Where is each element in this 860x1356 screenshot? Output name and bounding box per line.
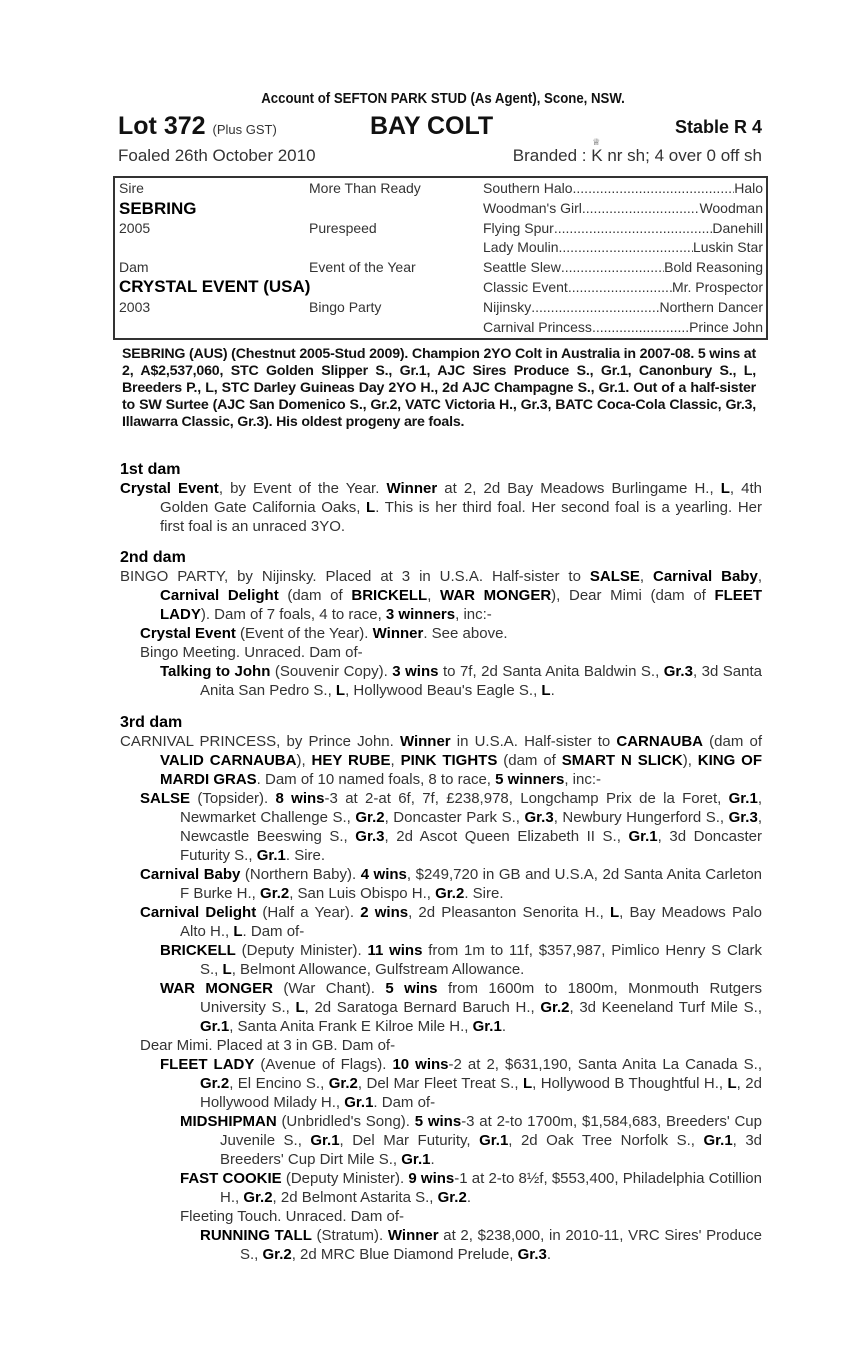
bold-text: Winner (387, 1227, 439, 1244)
bold-text: Gr.1 (344, 1094, 374, 1111)
ancestor-name: Seattle Slew (483, 259, 561, 276)
dam-year: 2003 (119, 299, 151, 315)
bold-text: L (720, 480, 730, 497)
ancestor-sire: Woodman (699, 199, 763, 216)
pedigree-entry (120, 979, 762, 1036)
text: (Unbridled's Song). (276, 1113, 415, 1130)
ancestor-row (483, 220, 763, 236)
text: (Half a Year). (256, 904, 361, 921)
text: (dam of (278, 587, 352, 604)
text: , Doncaster Park S., (384, 809, 525, 826)
dam-sire: Event of the Year (309, 259, 416, 275)
ancestor-sire: Danehill (712, 219, 763, 236)
brand-mark (591, 137, 603, 166)
bold-text: 5 wins (385, 980, 438, 997)
text: . (546, 1246, 551, 1263)
text: , 2d Oak Tree Norfolk S., (508, 1132, 704, 1149)
leader-dots (592, 319, 689, 335)
bold-text: Gr.2 (243, 1189, 273, 1206)
text: , Hollywood B Thoughtful H., (532, 1075, 728, 1092)
dam-label: Dam (119, 259, 149, 275)
text: at 2, 2d Bay Meadows Burlingame H., (437, 480, 721, 497)
pedigree-entry (120, 789, 762, 865)
bold-text: Crystal Event (140, 625, 236, 642)
bold-text: L (522, 1075, 533, 1092)
bold-text: 5 wins (414, 1113, 462, 1130)
ancestor-name: Southern Halo (483, 180, 573, 196)
text: , (757, 568, 762, 585)
sire-dam: Purespeed (309, 220, 377, 236)
text: , Del Mar Futurity, (339, 1132, 480, 1149)
stable-location: Stable R 4 (674, 117, 762, 137)
bold-text: 9 wins (408, 1170, 455, 1187)
sire-summary: SEBRING (AUS) (Chestnut 2005-Stud 2009). Champion 2YO Colt in Australia in 2007-08. 5 wins at 2, A$2,537,060, STC Golden Slipper S., Gr.1, AJC Sires Produce S., Gr.1, Canonbury S., L, Breeders P., L, STC Darley Guineas Day 2YO H., 2d AJC Champagne S., Gr.1. Out of a half-sister to SW Surtee (AJC San Domenico S., Gr.2, VATC Victoria H., Gr.3, BATC Coca-Cola Classic, Gr.3, Illawarra Classic, Gr.3). His oldest progeny are foals. (122, 346, 756, 430)
leader-dots (582, 200, 700, 216)
text: , 3d Santa Anita San Pedro S., (200, 663, 762, 699)
dam-name: CRYSTAL EVENT (USA) (119, 277, 311, 296)
ancestor-name: Nijinsky (483, 298, 532, 315)
branded-label: Branded : (512, 146, 587, 165)
bold-text: Gr.1 (479, 1132, 509, 1149)
ancestor-sire: Luskin Star (692, 239, 763, 256)
bold-text: BRICKELL (160, 942, 236, 959)
text: (War Chant). (272, 980, 386, 997)
text: (Avenue of Flags). (254, 1056, 393, 1073)
ancestor-sire: Halo (734, 180, 763, 196)
text: -3 at 2-at 6f, 7f, £238,978, Longchamp Prix de la Foret, (324, 790, 729, 807)
pedigree-entry (120, 1036, 762, 1055)
sire-sire: More Than Ready (309, 180, 421, 196)
ancestor-name: Woodman's Girl (483, 199, 582, 216)
ancestor-row (483, 319, 763, 335)
bold-text: Talking to John (160, 663, 271, 680)
bold-text: Gr.3 (517, 1246, 547, 1263)
bold-text: Gr.2 (328, 1075, 358, 1092)
text: (Stratum). (311, 1227, 388, 1244)
text: , 4th Golden Gate California Oaks, (160, 480, 763, 516)
pedigree-entry (120, 479, 762, 536)
text: , Bay Meadows Palo Alto H., (180, 904, 762, 940)
bold-text: KING OF MARDI GRAS (160, 752, 763, 788)
text: (Souvenir Copy). (270, 663, 393, 680)
text: , (427, 587, 441, 604)
brand-info (512, 137, 762, 166)
bold-text: Winner (399, 733, 451, 750)
bold-text: L (335, 682, 346, 699)
pedigree-entry (120, 567, 762, 624)
bold-text: Gr.3 (728, 809, 758, 826)
pedigree-entry (120, 1169, 762, 1207)
ancestor-name: Carnival Princess (483, 318, 592, 335)
bold-text: FLEET LADY (160, 587, 762, 623)
pedigree-entry (120, 732, 762, 789)
crown-icon: ♕ (592, 137, 601, 147)
dam-section (120, 460, 762, 536)
sire-year: 2005 (119, 220, 151, 236)
section-heading: 3rd dam (120, 714, 183, 731)
text: BINGO PARTY, by Nijinsky. Placed at 3 in U.S.A. Half-sister to (120, 568, 590, 585)
bold-text: HEY RUBE (311, 752, 391, 769)
text: , Santa Anita Frank E Kilroe Mile H., (229, 1018, 473, 1035)
bold-text: PINK TIGHTS (400, 752, 498, 769)
brand-letter: K (591, 146, 603, 165)
ancestor-row (483, 279, 763, 295)
text: ), Dear Mimi (dam of (551, 587, 715, 604)
text: , 2d Pleasanton Senorita H., (408, 904, 610, 921)
bold-text: Crystal Event (120, 480, 219, 497)
bold-text: 4 wins (360, 866, 407, 883)
bold-text: MIDSHIPMAN (180, 1113, 277, 1130)
bold-text: Gr.1 (401, 1151, 431, 1168)
bold-text: Gr.1 (472, 1018, 502, 1035)
bold-text: Gr.1 (256, 847, 286, 864)
text: , 2d MRC Blue Diamond Prelude, (291, 1246, 518, 1263)
bold-text: Carnival Baby (653, 568, 758, 585)
ancestor-name: Flying Spur (483, 219, 554, 236)
bold-text: L (727, 1075, 737, 1092)
ancestor-name: Lady Moulin (483, 239, 559, 256)
text: , 2d Belmont Astarita S., (272, 1189, 438, 1206)
horse-description: BAY COLT (370, 112, 494, 140)
pedigree-entry (120, 903, 762, 941)
ancestor-sire: Northern Dancer (659, 298, 763, 315)
bold-text: L (233, 923, 243, 940)
bold-text: Winner (372, 625, 424, 642)
text: . Dam of- (242, 923, 305, 940)
branded-rest: nr sh; 4 over 0 off sh (607, 146, 762, 165)
bold-text: Gr.3 (524, 809, 554, 826)
text: , 3d Doncaster Futurity S., (180, 828, 762, 864)
ancestor-sire: Mr. Prospector (671, 279, 763, 295)
bold-text: L (295, 999, 305, 1016)
text: ). Dam of 7 foals, 4 to race, (200, 606, 386, 623)
text: , inc:- (564, 771, 602, 788)
ancestor-row (483, 239, 763, 255)
text: . (550, 682, 555, 699)
text: , Newmarket Challenge S., (180, 790, 762, 826)
text: Dear Mimi. Placed at 3 in GB. Dam of- (140, 1037, 396, 1054)
bold-text: Winner (386, 480, 438, 497)
leader-dots (559, 239, 693, 255)
text: . Dam of- (373, 1094, 436, 1111)
bold-text: 3 wins (392, 663, 439, 680)
pedigree-entry (120, 662, 762, 700)
bold-text: Gr.2 (200, 1075, 230, 1092)
text: , 3d Breeders' Cup Dirt Mile S., (220, 1132, 762, 1168)
text: ), (682, 752, 698, 769)
bold-text: Gr.2 (262, 1246, 292, 1263)
pedigree-entry (120, 1207, 762, 1226)
text: , $249,720 in GB and U.S.A, 2d Santa Anita Carleton F Burke H., (180, 866, 762, 902)
text: , 2d Saratoga Bernard Baruch H., (304, 999, 541, 1016)
leader-dots (573, 180, 735, 196)
sire-label: Sire (119, 180, 144, 196)
pedigree-table (113, 176, 768, 340)
section-heading: 2nd dam (120, 549, 186, 566)
text: , by Event of the Year. (218, 480, 387, 497)
text: from 1600m to 1800m, Monmouth Rutgers University S., (200, 980, 762, 1016)
bold-text: WAR MONGER (160, 980, 273, 997)
ancestor-row (483, 200, 763, 216)
leader-dots (554, 220, 713, 236)
sire-name: SEBRING (119, 199, 197, 218)
text: (Deputy Minister). (235, 942, 368, 959)
bold-text: WAR MONGER (440, 587, 552, 604)
pedigree-entry (120, 941, 762, 979)
bold-text: SALSE (140, 790, 191, 807)
text: , 3d Keeneland Turf Mile S., (569, 999, 763, 1016)
ancestor-row (483, 259, 763, 275)
bold-text: Carnival Baby (140, 866, 241, 883)
text: , Newbury Hungerford S., (553, 809, 729, 826)
dam-section (120, 713, 762, 1264)
text: Fleeting Touch. Unraced. Dam of- (180, 1208, 404, 1225)
text: (dam of (497, 752, 562, 769)
ancestor-sire: Prince John (689, 318, 763, 335)
section-heading: 1st dam (120, 461, 181, 478)
leader-dots (531, 299, 659, 315)
bold-text: Carnival Delight (160, 587, 279, 604)
ancestor-row (483, 299, 763, 315)
bold-text: L (609, 904, 620, 921)
bold-text: 10 wins (392, 1056, 449, 1073)
bold-text: 11 wins (367, 942, 423, 959)
text: (Deputy Minister). (281, 1170, 409, 1187)
text: . This is her third foal. Her second foal is a yearling. Her first foal is an unraced 3YO. (160, 499, 762, 535)
text: , 2d Hollywood Milady H., (200, 1075, 762, 1111)
bold-text: Gr.1 (628, 828, 658, 845)
bold-text: 3 winners (385, 606, 456, 623)
text: -1 at 2-to 8½f, $553,400, Philadelphia Cotillion H., (220, 1170, 762, 1206)
bold-text: Gr.2 (435, 885, 465, 902)
text: , Belmont Allowance, Gulfstream Allowance. (231, 961, 525, 978)
bold-text: Carnival Delight (140, 904, 257, 921)
bold-text: Gr.2 (437, 1189, 467, 1206)
text: (Northern Baby). (240, 866, 361, 883)
text: from 1m to 11f, $357,987, Pimlico Henry S Clark S., (200, 942, 762, 978)
text: . See above. (423, 625, 508, 642)
bold-text: 5 winners (495, 771, 565, 788)
text: (Event of the Year). (235, 625, 373, 642)
bold-text: SALSE (589, 568, 640, 585)
text: -2 at 2, $631,190, Santa Anita La Canada S., (448, 1056, 763, 1073)
pedigree-entry (120, 865, 762, 903)
text: , Newcastle Beeswing S., (180, 809, 762, 845)
text: ), (296, 752, 312, 769)
bold-text: VALID CARNAUBA (160, 752, 297, 769)
bold-text: Gr.3 (355, 828, 385, 845)
text: , Hollywood Beau's Eagle S., (345, 682, 542, 699)
bold-text: 2 wins (360, 904, 409, 921)
text: , Del Mar Fleet Treat S., (357, 1075, 523, 1092)
bold-text: Gr.2 (540, 999, 570, 1016)
ancestor-row (483, 180, 763, 196)
pedigree-entry (120, 1226, 762, 1264)
text: CARNIVAL PRINCESS, by Prince John. (120, 733, 400, 750)
text: , inc:- (455, 606, 492, 623)
consignor-line: Account of SEFTON PARK STUD (As Agent), Scone, NSW. (261, 90, 625, 107)
text: in U.S.A. Half-sister to (450, 733, 617, 750)
bold-text: FLEET LADY (160, 1056, 255, 1073)
text: , 2d Ascot Queen Elizabeth II S., (384, 828, 629, 845)
pedigree-entry (120, 643, 762, 662)
lot-note: (Plus GST) (212, 122, 277, 137)
bold-text: Gr.2 (355, 809, 385, 826)
bold-text: SMART N SLICK (561, 752, 683, 769)
text: . (501, 1018, 506, 1035)
text: , El Encino S., (229, 1075, 329, 1092)
text: . Sire. (285, 847, 326, 864)
bold-text: Gr.1 (728, 790, 758, 807)
pedigree-entry (120, 624, 762, 643)
text: . (466, 1189, 471, 1206)
text: , (639, 568, 653, 585)
ancestor-name: Classic Event (483, 279, 568, 295)
text: , (390, 752, 401, 769)
text: . Dam of 10 named foals, 8 to race, (256, 771, 496, 788)
dam-dam: Bingo Party (309, 299, 382, 315)
text: (dam of (703, 733, 762, 750)
bold-text: RUNNING TALL (200, 1227, 312, 1244)
bold-text: BRICKELL (351, 587, 428, 604)
bold-text: Gr.1 (703, 1132, 733, 1149)
bold-text: L (222, 961, 232, 978)
text: (Topsider). (190, 790, 276, 807)
foaled-date: Foaled 26th October 2010 (118, 146, 316, 165)
text: . (430, 1151, 435, 1168)
bold-text: L (366, 499, 376, 516)
pedigree-entry (120, 1055, 762, 1112)
ancestor-sire: Bold Reasoning (664, 259, 763, 276)
text: -3 at 2-to 1700m, $1,584,683, Breeders' Cup Juvenile S., (220, 1113, 762, 1149)
leader-dots (561, 259, 664, 275)
bold-text: L (541, 682, 551, 699)
text: to 7f, 2d Santa Anita Baldwin S., (438, 663, 664, 680)
bold-text: Gr.2 (260, 885, 290, 902)
bold-text: 8 wins (275, 790, 325, 807)
bold-text: Gr.1 (200, 1018, 230, 1035)
bold-text: Gr.1 (310, 1132, 340, 1149)
pedigree-entry (120, 1112, 762, 1169)
leader-dots (568, 279, 672, 295)
text: . Sire. (464, 885, 504, 902)
text: at 2, $238,000, in 2010-11, VRC Sires' Produce S., (240, 1227, 762, 1263)
bold-text: Gr.3 (663, 663, 693, 680)
lot-label: Lot 372 (118, 112, 206, 140)
bold-text: CARNAUBA (616, 733, 704, 750)
text: , San Luis Obispo H., (289, 885, 436, 902)
bold-text: FAST COOKIE (180, 1170, 282, 1187)
text: Bingo Meeting. Unraced. Dam of- (140, 644, 363, 661)
lot-number (118, 112, 277, 141)
dam-section (120, 548, 762, 700)
